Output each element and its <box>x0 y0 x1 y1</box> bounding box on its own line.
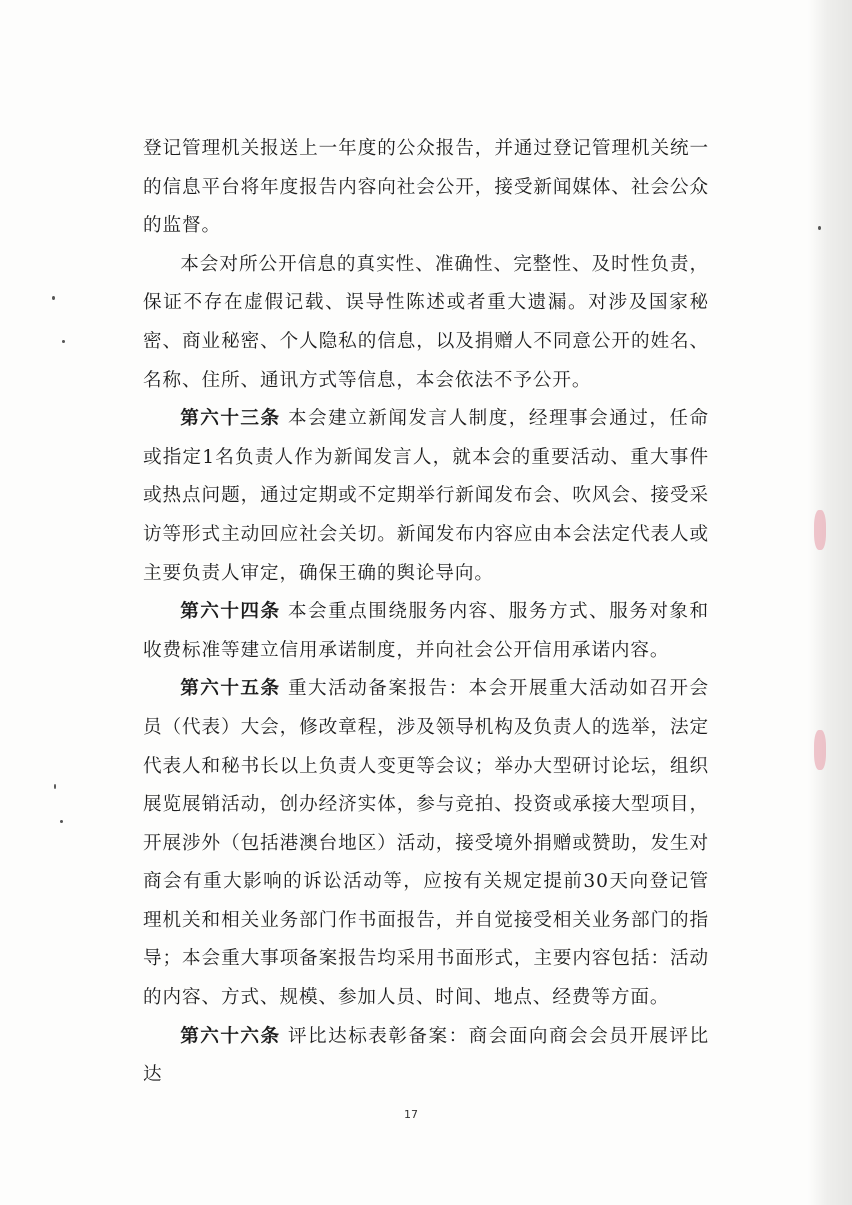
page-number: 17 <box>404 1108 418 1121</box>
article-heading: 第六十三条 <box>180 408 281 430</box>
article-66 <box>143 1018 709 1095</box>
article-heading: 第六十六条 <box>180 1025 281 1047</box>
scan-edge-shadow <box>808 0 852 1205</box>
paragraph-text: 重大活动备案报告：本会开展重大活动如召开会员（代表）大会，修改章程，涉及领导机构及负责人的选举，法定代表人和秘书长以上负责人变更等会议；举办大型研讨论坛，组织展览展销活动，创办经济实体，参与竞拍、投资或承接大型项目，开展涉外（包括港澳台地区）活动，接受境外捐赠或赞助，发生对商会有重大影响的诉讼活动等，应按有关规定提前30天向登记管理机关和相关业务部门作书面报告，并自觉接受相关业务部门的指导；本会重大事项备案报告均采用书面形式，主要内容包括：活动的内容、方式、规模、参加人员、时间、地点、经费等方面。 <box>143 678 709 1009</box>
stamp-bleed <box>814 510 826 550</box>
paragraph-text: 本会建立新闻发言人制度，经理事会通过，任命或指定1名负责人作为新闻发言人，就本会的重要活动、重大事件或热点问题，通过定期或不定期举行新闻发布会、吹风会、接受采访等形式主动回应社会关切。新闻发布内容应由本会法定代表人或主要负责人审定，确保王确的舆论导向。 <box>143 408 709 584</box>
scan-speck <box>54 784 56 789</box>
article-heading: 第六十五条 <box>180 678 281 700</box>
document-body <box>143 130 709 1095</box>
stamp-bleed <box>814 730 826 770</box>
scan-speck <box>818 226 821 230</box>
paragraph-text: 登记管理机关报送上一年度的公众报告，并通过登记管理机关统一的信息平台将年度报告内容向社会公开，接受新闻媒体、社会公众的监督。 <box>143 138 709 237</box>
article-63 <box>143 400 709 593</box>
article-64 <box>143 593 709 670</box>
scan-speck <box>60 820 63 823</box>
paragraph-text: 本会重点围绕服务内容、服务方式、服务对象和收费标准等建立信用承诺制度，并向社会公开信用承诺内容。 <box>143 601 709 661</box>
article-heading: 第六十四条 <box>180 601 281 623</box>
scan-speck <box>62 340 65 343</box>
paragraph-text: 本会对所公开信息的真实性、准确性、完整性、及时性负责，保证不存在虚假记载、误导性陈述或者重大遗漏。对涉及国家秘密、商业秘密、个人隐私的信息，以及捐赠人不同意公开的姓名、名称、住所、通讯方式等信息，本会依法不予公开。 <box>143 253 709 391</box>
paragraph <box>143 130 709 246</box>
scan-speck <box>52 296 55 300</box>
article-65 <box>143 670 709 1017</box>
paragraph <box>143 246 709 400</box>
paragraph-text: 评比达标表彰备案：商会面向商会会员开展评比达 <box>143 1025 709 1086</box>
